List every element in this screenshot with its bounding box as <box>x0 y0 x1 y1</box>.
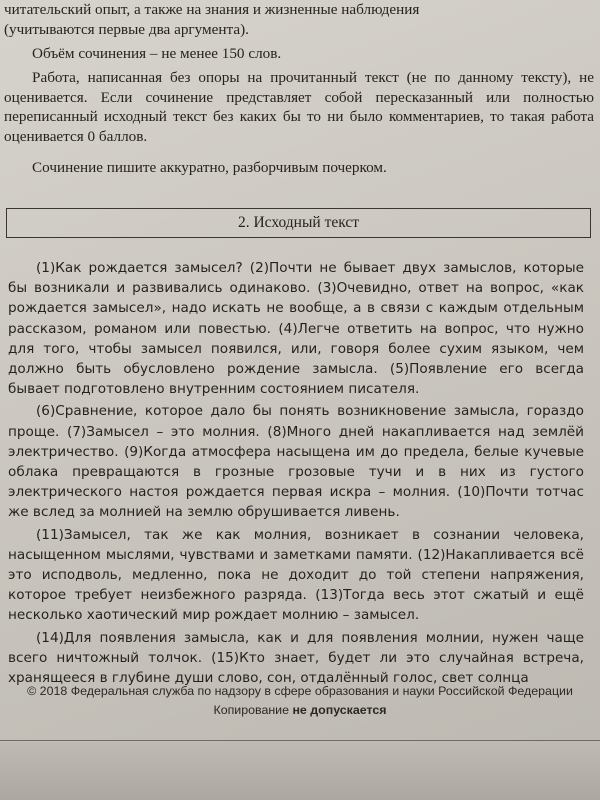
copy-restriction-bold: не допускается <box>292 703 387 717</box>
section-title: 2. Исходный текст <box>237 214 360 231</box>
copyright-line: © 2018 Федеральная служба по надзору в сфере образования и науки Российской Федерации <box>27 684 573 698</box>
source-text <box>8 258 584 688</box>
source-paragraph-4: (14)Для появления замысла, как и для появления молнии, нужен чаще всего ничтожный толчок. (15)Кто знает, будет ли это случайная встреча, хранящееся в глубине души слово, сон, отдалённый голос, свет солнца <box>8 629 584 687</box>
intro-line-1: читательский опыт, а также на знания и жизненные наблюдения <box>4 1 420 18</box>
intro-grading-rule: Работа, написанная без опоры на прочитанный текст (не по данному тексту), не оценивается. Если сочинение представляет собой пересказанный или полностью переписанный исходный текст без каких бы то ни было комментариев, то такая работа оценивается 0 баллов. <box>4 69 594 145</box>
intro-word-count: Объём сочинения – не менее 150 слов. <box>32 45 282 62</box>
intro-handwriting-note: Сочинение пишите аккуратно, разборчивым почерком. <box>32 159 387 176</box>
source-paragraph-2: (6)Сравнение, которое дало бы понять возникновение замысла, гораздо проще. (7)Замысел – это молния. (8)Много дней накапливается над землёй электричество. (9)Когда атмосфера насыщена им до предела, белые кучевые облака превращаются в грозные грозовые тучи и в них из густого электрического настоя рождается первая искра – молния. (10)Почти тотчас же вслед за молнией на землю обрушивается ливень. <box>8 403 584 521</box>
copy-restriction-line <box>0 701 600 720</box>
source-paragraph-3: (11)Замысел, так же как молния, возникает в сознании человека, насыщенном мыслями, чувствами и заметками памяти. (12)Накапливается всё это исподволь, медленно, пока не доходит до той степени напряжения, которое требует неизбежного разряда. (13)Тогда весь этот сжатый и ещё несколько хаотический мир рождает молнию – замысел. <box>8 526 584 624</box>
section-header-box <box>6 208 591 238</box>
copyright-footer <box>0 682 600 720</box>
page-shadow-area <box>0 742 600 800</box>
source-paragraph-1: (1)Как рождается замысел? (2)Почти не бывает двух замыслов, которые бы возникали и развивались одинаково. (3)Очевидно, ответ на вопрос, «как рождается замысел», надо искать не вообще, а в связи с каждым отдельным рассказом, романом или повестью. (4)Легче ответить на вопрос, что нужно для того, чтобы замысел появился, или, говоря более сухим языком, чем должно быть обусловлено рождение замысла. (5)Появление его всегда бывает подготовлено внутренним состоянием писателя. <box>8 260 584 398</box>
copy-restriction-prefix: Копирование <box>213 703 289 717</box>
intro-line-2: (учитываются первые два аргумента). <box>4 21 249 38</box>
